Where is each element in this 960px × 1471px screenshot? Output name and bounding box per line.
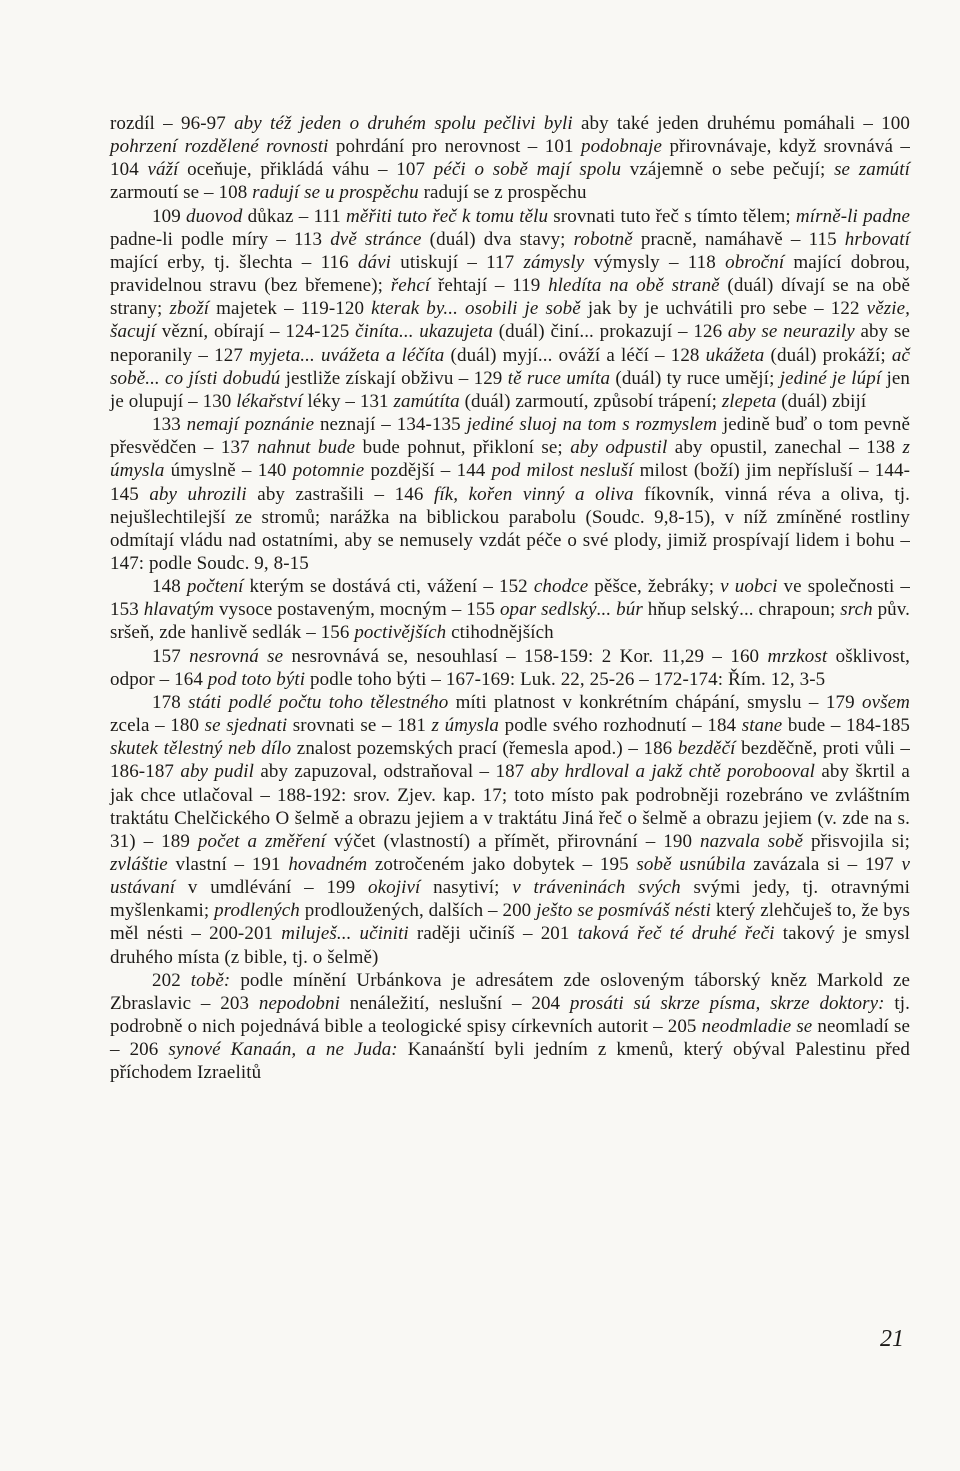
text-run: 178 <box>152 691 189 713</box>
text-run: aby škrtil a jak chce utlačoval – 188-192: srov. Zjev. kap. 17; toto místo pak podrobněji rozebráno ve zvláštním traktátu Chelčického O šelmě a obrazu jejiem a v traktátu Jiná řeč o šelmě a obrazu jejiem (v. zde na s. 31) – 189 <box>110 761 910 852</box>
italic-term: v uobci <box>720 576 778 598</box>
text-run: nesrovnává se, nesouhlasí – 158-159: 2 Kor. 11,29 – 160 <box>283 645 768 667</box>
text-run: oceňuje, přikládá váhu – 107 <box>178 159 434 181</box>
italic-term: podobnaje <box>580 136 663 158</box>
text-run: rozdíl – 96-97 <box>110 113 235 134</box>
text-run: pozdější – 144 <box>364 460 492 482</box>
italic-term: lékařství <box>236 390 303 412</box>
note-paragraph-1 <box>110 112 910 205</box>
text-run: kterým se dostává cti, vážení – 152 <box>243 576 534 598</box>
italic-term: stane <box>741 715 783 737</box>
italic-term: ješto se posmíváš nésti <box>536 900 711 922</box>
text-run: prodloužených, dalších – 200 <box>299 900 537 922</box>
text-run: léky – 131 <box>302 390 394 412</box>
italic-term: ukážeta <box>705 344 765 366</box>
italic-term: z úmysla <box>431 715 500 737</box>
text-run: vlastní – 191 <box>167 854 289 875</box>
italic-term: v tráveninách svých <box>512 877 681 899</box>
text-run: fíkovník, vinná réva a oliva, tj. nejušlechtilejší ze stromů; narážka na biblickou parabolu (Soudc. 9,8-15), v níž zmíněné rostliny odmítají vládu nad ostatními, aby se nemusely vzdát péče o své plody, jimiž prospívají lidem i bohu – 147: podle Soudc. 9, 8-15 <box>110 483 911 574</box>
text-run: aby také jeden druhému pomáhali – 100 <box>572 113 910 134</box>
text-run: vězní, obírají – 124-125 <box>156 321 356 343</box>
note-paragraph-6 <box>110 691 910 969</box>
italic-term: fík, kořen vinný a oliva <box>433 483 634 505</box>
text-run: podle svého rozhodnutí – 184 <box>499 715 742 737</box>
text-run: ctihodnějších <box>446 622 554 644</box>
italic-term: obroční <box>725 251 785 273</box>
text-run: ošklivost, odpor – 164 <box>110 645 910 690</box>
italic-term: hrbovatí <box>844 228 910 250</box>
italic-term: zboží <box>169 298 210 320</box>
italic-term: jediné je lúpí <box>779 367 882 389</box>
italic-term: okojiví <box>367 877 421 899</box>
italic-term: duovod <box>185 205 243 227</box>
text-run: bezděčně, proti vůli – 186-187 <box>110 738 910 783</box>
italic-term: poctivějších <box>354 622 447 644</box>
text-run: (duál) myjí... ováží a léčí – 128 <box>444 344 706 366</box>
italic-term: srch <box>840 599 873 621</box>
italic-term: skutek tělestný neb dílo <box>110 738 292 760</box>
text-run: podle mínění Urbánkova je adresátem zde osloveným táborský kněz Markold ze Zbraslavic – 203 <box>110 969 911 1014</box>
text-run: 133 <box>152 414 187 436</box>
text-run: neomladí se – 206 <box>110 1016 910 1061</box>
text-run: (duál) dívají se na obě strany; <box>110 275 910 320</box>
note-paragraph-4 <box>110 575 910 644</box>
text-run: tj. podrobně o nich pojednává bible a teologické spisy církevních autorit – 205 <box>110 992 910 1038</box>
text-run: pův. sršeň, zde hanlivě sedlák – 156 <box>110 599 910 644</box>
italic-term: nazvala sobě <box>700 830 804 852</box>
text-run: vzájemně o sebe pečují; <box>621 159 835 181</box>
text-run: zavázala si – 197 <box>745 854 902 875</box>
italic-term: myjeta... uvážeta a léčíta <box>249 344 445 366</box>
text-run: aby zastrašili – 146 <box>246 483 434 505</box>
text-run: aby opustil, zanechal – 138 <box>667 437 903 459</box>
italic-term: hlavatým <box>143 599 215 621</box>
italic-term: nemají poznánie <box>186 414 315 436</box>
text-run: (duál) činí... prokazují – 126 <box>493 321 728 343</box>
text-run: 157 <box>152 645 190 667</box>
italic-term: aby uhrozili <box>149 483 247 505</box>
text-run: bude pohnut, přikloní se; <box>355 437 571 459</box>
italic-term: hovadném <box>288 854 368 875</box>
italic-term: z úmysla <box>110 437 911 482</box>
text-run: pěšce, žebráky; <box>588 576 721 598</box>
text-run: v umdlévání – 199 <box>175 877 368 899</box>
text-run: jestliže získají obživu – 129 <box>280 367 508 389</box>
text-run: výmysly – 118 <box>584 251 726 273</box>
text-run: nenáležití, neslušní – 204 <box>339 992 570 1014</box>
italic-term: se zamútí <box>834 159 911 181</box>
text-run: úmyslně – 140 <box>164 460 293 482</box>
italic-term: pod milost nesluší <box>491 460 634 482</box>
italic-term: dávi <box>357 251 392 273</box>
text-run: zotročeném jako dobytek – 195 <box>367 854 637 875</box>
text-run: (duál) prokáží; <box>764 344 892 366</box>
italic-term: počet a změření <box>197 830 326 852</box>
text-run: řehtají – 119 <box>430 275 549 297</box>
text-run: jak by je uchvátili pro sebe – 122 <box>580 298 867 320</box>
text-run: 202 <box>152 969 191 991</box>
italic-term: pod toto býti <box>207 668 306 690</box>
page-number: 21 <box>880 1326 904 1352</box>
text-run: srovnati se – 181 <box>287 715 432 737</box>
italic-term: aby hrdloval a jakž chtě porobooval <box>530 761 816 783</box>
italic-term: aby též jeden o druhém spolu pečlivi byli <box>234 113 573 134</box>
italic-term: se sjednati <box>204 715 288 737</box>
text-run: vysoce postaveným, mocným – 155 <box>214 599 500 621</box>
text-run: raději učiníš – 201 <box>408 923 578 945</box>
text-run: neznají – 134-135 <box>314 414 467 436</box>
italic-term: prosáti sú skrze písma, skrze doktory: <box>569 992 885 1014</box>
italic-term: aby pudil <box>180 761 254 783</box>
text-run: svými jedy, tj. otravnými myšlenkami; <box>110 877 911 922</box>
italic-term: vězie, šacují <box>110 298 910 343</box>
italic-term: státi podlé počtu toho tělestného <box>188 691 449 713</box>
italic-term: opar sedlský... búr <box>499 599 643 621</box>
note-paragraph-5 <box>110 645 910 691</box>
text-run: jen je olupují – 130 <box>110 367 910 412</box>
text-run: 148 <box>152 576 187 598</box>
text-run: aby zapuzoval, odstraňoval – 187 <box>253 761 531 783</box>
text-run: pracně, namáhavě – 115 <box>632 228 845 250</box>
italic-term: řehcí <box>390 275 431 297</box>
italic-term: pohrzení rozdělené rovnosti <box>110 136 329 158</box>
italic-term: zámysly <box>523 251 585 273</box>
text-run: srovnati tuto řeč s tímto tělem; <box>548 205 796 227</box>
italic-term: synové Kanaán, a ne Juda: <box>168 1039 398 1061</box>
italic-term: bezděčí <box>677 738 736 760</box>
italic-term: nepodobni <box>258 992 340 1014</box>
text-run: mající dobrou, pravidelnou stravu (bez břemene); <box>110 251 911 297</box>
note-paragraph-2 <box>110 205 910 413</box>
italic-term: zvláštie <box>110 854 168 875</box>
text-run: (duál) dva stavy; <box>421 228 574 250</box>
italic-term: aby odpustil <box>570 437 668 459</box>
italic-term: v ustávaní <box>110 854 910 899</box>
italic-term: hledíta na obě straně <box>548 275 720 297</box>
text-run: přisvojila si; <box>803 830 910 852</box>
italic-term: tobě: <box>190 969 231 991</box>
italic-term: radují se u prospěchu <box>252 182 419 204</box>
text-run: nasytiví; <box>420 877 513 899</box>
text-run: (duál) zbijí <box>776 390 867 412</box>
italic-term: tě ruce umíta <box>507 367 611 389</box>
text-run: majetek – 119-120 <box>209 298 372 320</box>
text-run: míti platnost v konkrétním chápání, smyslu – 179 <box>448 691 863 713</box>
text-run: padne-li podle míry – 113 <box>110 228 331 250</box>
note-paragraph-3 <box>110 413 910 575</box>
italic-term: dvě stránce <box>330 228 422 250</box>
text-run: bude – 184-185 <box>782 715 911 737</box>
italic-term: zamútíta <box>393 390 460 412</box>
italic-term: chodce <box>533 576 589 598</box>
text-run: který zlehčuješ to, že bys měl nésti – 200-201 <box>110 900 910 945</box>
text-run: pohrdání pro nerovnost – 101 <box>328 136 581 158</box>
text-run: milost (boží) jim nepřísluší – 144-145 <box>110 460 911 505</box>
italic-term: zlepeta <box>721 390 777 412</box>
text-run: mající erby, tj. šlechta – 116 <box>110 251 358 273</box>
text-run: aby se neporanily – 127 <box>110 321 911 366</box>
italic-term: potomnie <box>292 460 365 482</box>
text-run: (duál) ty ruce umějí; <box>610 367 780 389</box>
text-run: radují se z prospěchu <box>418 182 587 204</box>
italic-term: taková řeč té druhé řeči <box>577 923 775 945</box>
italic-term: váží <box>147 159 179 181</box>
italic-term: jediné sluoj na tom s rozmyslem <box>466 414 718 436</box>
text-run: Kanaánští byli jedním z kmenů, který obýval Palestinu před příchodem Izraelitů <box>110 1039 910 1084</box>
italic-term: měřiti tuto řeč k tomu tělu <box>346 205 549 227</box>
italic-term: ač sobě... co jísti dobudú <box>110 344 910 389</box>
italic-term: ovšem <box>862 691 910 713</box>
italic-term: prodlených <box>214 900 300 922</box>
text-run: podle toho býti – 167-169: Luk. 22, 25-26 – 172-174: Řím. 12, 3-5 <box>305 668 826 690</box>
italic-term: kterak by... osobili je sobě <box>371 298 581 320</box>
italic-term: nesrovná se <box>189 645 284 667</box>
text-run: znalost pozemských prací (řemesla apod.) – 186 <box>291 738 678 760</box>
text-run: 109 <box>152 205 186 227</box>
italic-term: mrzkost <box>767 645 828 667</box>
text-run: výčet (vlastností) a přímět, přirovnání – 190 <box>325 830 701 852</box>
text-run: takový je smysl druhého místa (z bible, tj. o šelmě) <box>110 923 910 968</box>
italic-term: nahnut bude <box>257 437 356 459</box>
text-run: ve společnosti – 153 <box>110 576 910 621</box>
italic-term: neodmladie se <box>701 1016 813 1038</box>
text-run: zcela – 180 <box>110 715 205 737</box>
text-run: hňup selský... chrapoun; <box>642 599 841 621</box>
italic-term: počtení <box>186 576 244 598</box>
text-run: utiskují – 117 <box>391 251 524 273</box>
italic-term: aby se neurazily <box>727 321 855 343</box>
text-run: přirovnávaje, když srovnává – 104 <box>110 136 910 181</box>
text-run: zarmoutí se – 108 <box>110 182 253 204</box>
italic-term: činíta... ukazujeta <box>355 321 494 343</box>
italic-term: mírně-li padne <box>795 205 911 227</box>
italic-term: sobě usnúbila <box>636 854 746 875</box>
text-run: jedině buď o tom pevně přesvědčen – 137 <box>110 414 910 459</box>
italic-term: miluješ... učiniti <box>281 923 409 945</box>
italic-term: robotně <box>573 228 633 250</box>
note-paragraph-7 <box>110 969 910 1085</box>
text-run: důkaz – 111 <box>242 205 347 227</box>
italic-term: péči o sobě mají spolu <box>433 159 622 181</box>
commentary-notes <box>110 112 910 1085</box>
text-run: (duál) zarmoutí, způsobí trápení; <box>459 390 722 412</box>
